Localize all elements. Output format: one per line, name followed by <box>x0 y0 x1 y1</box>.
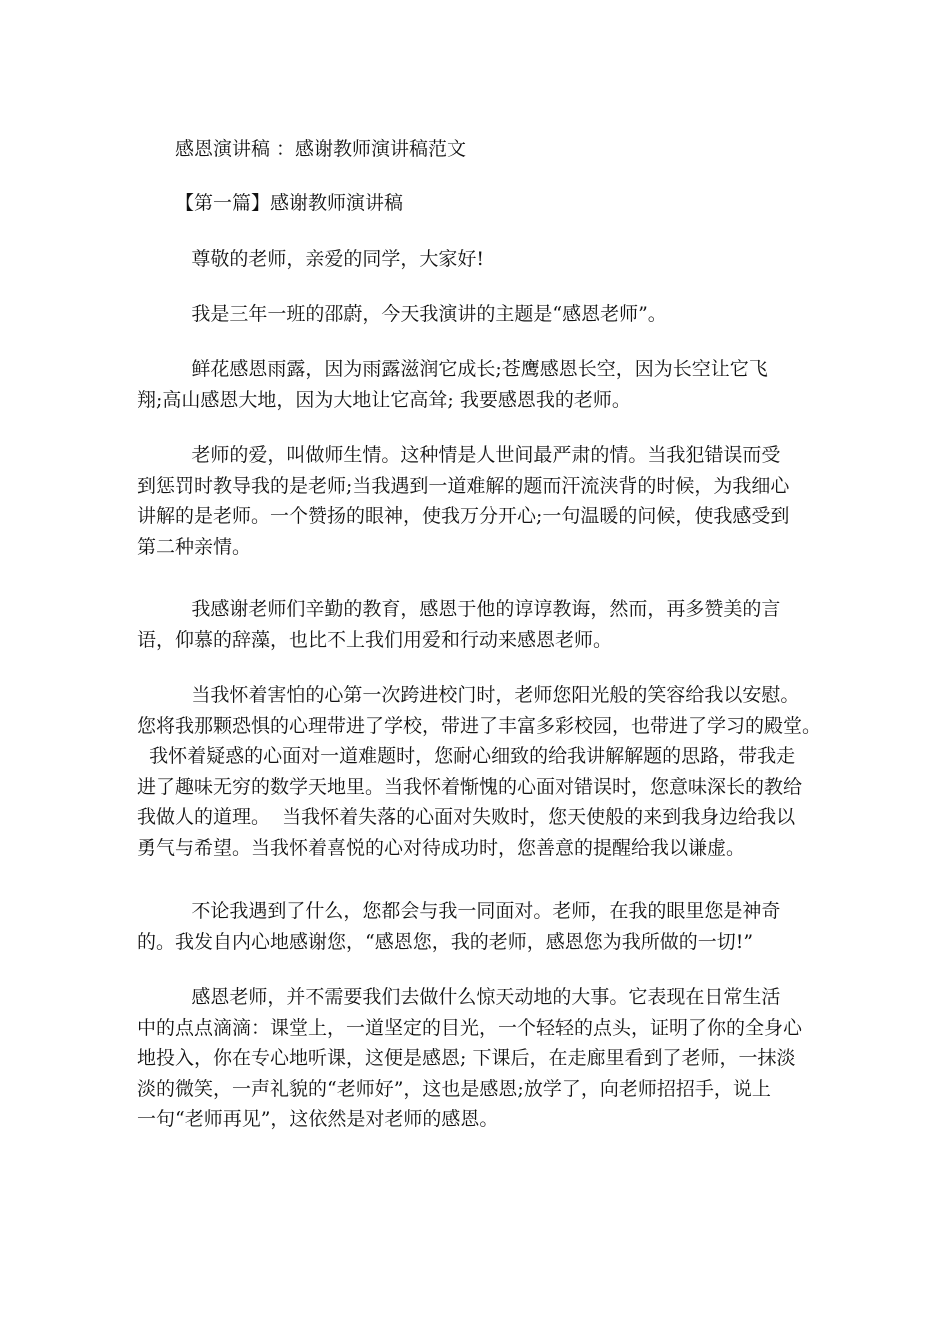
paragraph-line: 到惩罚时教导我的是老师;当我遇到一道难解的题而汗流浃背的时候，为我细心 <box>137 474 790 497</box>
paragraph-greeting <box>137 244 837 275</box>
paragraph-line: 我感谢老师们辛勤的教育，感恩于他的谆谆教诲，然而，再多赞美的言 <box>137 598 781 620</box>
paragraph-line: 翔;高山感恩大地，因为大地让它高耸; 我要感恩我的老师。 <box>137 388 631 411</box>
paragraph-line: 进了趣味无穷的数学天地里。当我怀着惭愧的心面对错误时，您意味深长的教给 <box>137 775 803 798</box>
paragraph-line: 尊敬的老师，亲爱的同学，大家好! <box>137 248 484 270</box>
paragraph-flowers <box>137 354 837 415</box>
paragraph-line: 地投入，你在专心地听课，这便是感恩; 下课后，在走廊里看到了老师，一抹淡 <box>137 1047 796 1069</box>
paragraph-thank-you <box>137 896 837 957</box>
paragraph-gratitude <box>137 594 837 655</box>
paragraph-line: 感恩老师，并不需要我们去做什么惊天动地的大事。它表现在日常生活 <box>137 986 781 1008</box>
paragraph-line: 我怀着疑惑的心面对一道难题时，您耐心细致的给我讲解解题的思路，带我走 <box>137 745 796 767</box>
paragraph-daily-gratitude <box>137 982 837 1135</box>
paragraph-introduction <box>137 299 837 330</box>
paragraph-line: 讲解的是老师。一个赞扬的眼神，使我万分开心;一句温暖的问候，使我感受到 <box>137 505 790 527</box>
paragraph-line: 您将我那颗恐惧的心理带进了学校，带进了丰富多彩校园，也带进了学习的殿堂。 <box>137 714 822 737</box>
paragraph-line: 老师的爱，叫做师生情。这种情是人世间最严肃的情。当我犯错误而受 <box>137 444 781 466</box>
paragraph-line: 中的点点滴滴：课堂上，一道坚定的目光，一个轻轻的点头，证明了你的全身心 <box>137 1016 803 1039</box>
paragraph-line: 的。我发自内心地感谢您，“感恩您，我的老师，感恩您为我所做的一切!” <box>137 930 754 953</box>
paragraph-line: 勇气与希望。当我怀着喜悦的心对待成功时，您善意的提醒给我以谦虚。 <box>137 836 746 859</box>
paragraph-line: 我是三年一班的邵蔚，今天我演讲的主题是“感恩老师”。 <box>137 303 667 325</box>
paragraph-line: 鲜花感恩雨露，因为雨露滋润它成长;苍鹰感恩长空，因为长空让它飞 <box>137 358 768 380</box>
paragraph-school-memories <box>137 680 837 863</box>
paragraph-line: 不论我遇到了什么，您都会与我一同面对。老师，在我的眼里您是神奇 <box>137 900 781 922</box>
paragraph-teacher-love <box>137 440 837 562</box>
section-heading: 【第一篇】感谢教师演讲稿 <box>175 192 404 214</box>
paragraph-line: 第二种亲情。 <box>137 535 252 558</box>
paragraph-line: 淡的微笑，一声礼貌的“老师好”，这也是感恩;放学了，向老师招招手，说上 <box>137 1077 771 1100</box>
paragraph-line: 我做人的道理。 当我怀着失落的心面对失败时，您天使般的来到我身边给我以 <box>137 806 796 828</box>
paragraph-line: 当我怀着害怕的心第一次跨进校门时，老师您阳光般的笑容给我以安慰。 <box>137 684 800 706</box>
paragraph-line: 语，仰慕的辞藻，也比不上我们用爱和行动来感恩老师。 <box>137 628 613 651</box>
paragraph-line: 一句“老师再见”，这依然是对老师的感恩。 <box>137 1108 499 1130</box>
document-title: 感恩演讲稿 ：感谢教师演讲稿范文 <box>175 138 467 160</box>
